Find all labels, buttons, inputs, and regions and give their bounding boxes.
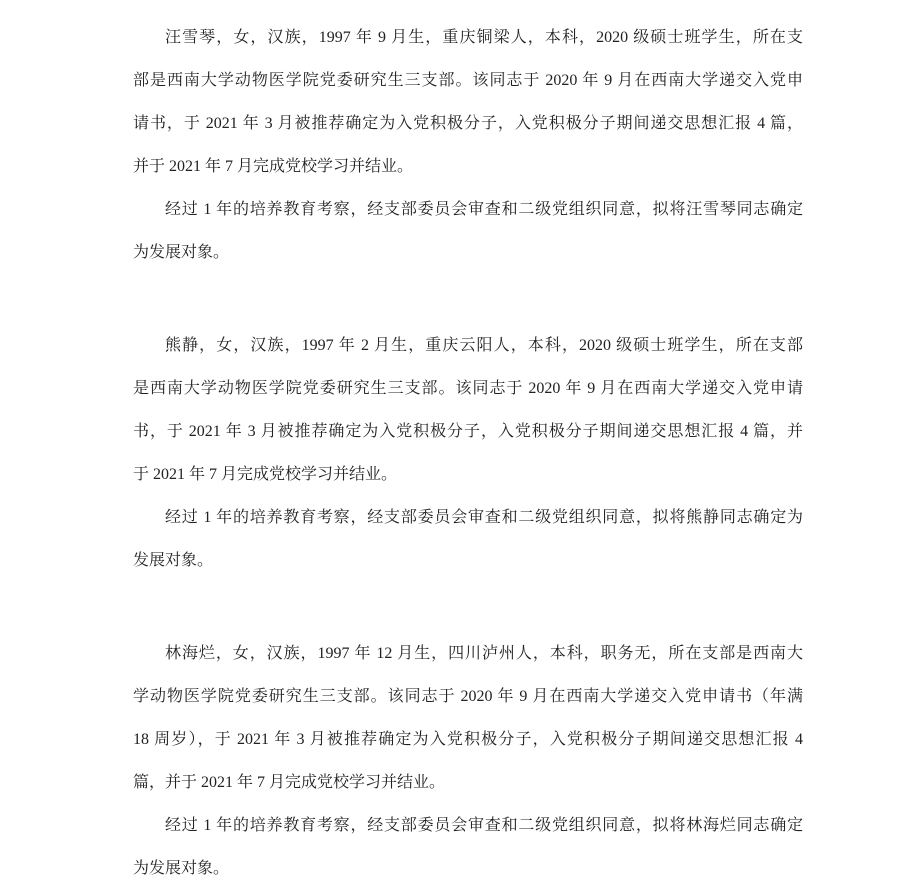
section-candidate-2 [133,324,803,582]
paragraph-line: 部是西南大学动物医学院党委研究生三支部。该同志于 2020 年 9 月在西南大学递交入党申 [133,72,803,89]
paragraph-line: 18 周岁），于 2021 年 3 月被推荐确定为入党积极分子，入党积极分子期间递交思想汇报 4 [133,731,803,748]
document-content [133,16,803,887]
paragraph-line: 于 2021 年 7 月完成党校学习并结业。 [133,466,398,483]
paragraph-line: 发展对象。 [133,552,214,569]
paragraph-line: 经过 1 年的培养教育考察，经支部委员会审查和二级党组织同意，拟将林海烂同志确定 [165,817,803,834]
decision-paragraph [133,188,803,274]
paragraph-line: 书，于 2021 年 3 月被推荐确定为入党积极分子，入党积极分子期间递交思想汇报 4 篇，并 [133,423,803,440]
paragraph-line: 请书，于 2021 年 3 月被推荐确定为入党积极分子，入党积极分子期间递交思想汇报 4 篇， [133,115,803,132]
paragraph-line: 经过 1 年的培养教育考察，经支部委员会审查和二级党组织同意，拟将熊静同志确定为 [165,509,803,526]
paragraph-line: 为发展对象。 [133,244,230,261]
paragraph-line: 学动物医学院党委研究生三支部。该同志于 2020 年 9 月在西南大学递交入党申请书（年满 [133,688,803,705]
decision-paragraph [133,496,803,582]
paragraph-line: 并于 2021 年 7 月完成党校学习并结业。 [133,158,414,175]
section-candidate-1 [133,16,803,274]
paragraph-line: 是西南大学动物医学院党委研究生三支部。该同志于 2020 年 9 月在西南大学递交入党申请 [133,380,803,397]
paragraph-line: 经过 1 年的培养教育考察，经支部委员会审查和二级党组织同意，拟将汪雪琴同志确定 [165,201,803,218]
profile-paragraph [133,324,803,496]
paragraph-line: 为发展对象。 [133,860,230,877]
section-candidate-3 [133,632,803,887]
paragraph-line: 篇，并于 2021 年 7 月完成党校学习并结业。 [133,774,446,791]
paragraph-line: 熊静，女，汉族，1997 年 2 月生，重庆云阳人，本科，2020 级硕士班学生，所在支部 [165,337,803,354]
paragraph-line: 林海烂，女，汉族，1997 年 12 月生，四川泸州人，本科，职务无，所在支部是西南大 [165,645,803,662]
paragraph-line: 汪雪琴，女，汉族，1997 年 9 月生，重庆铜梁人，本科，2020 级硕士班学生，所在支 [165,29,803,46]
profile-paragraph [133,632,803,804]
decision-paragraph [133,804,803,887]
profile-paragraph [133,16,803,188]
